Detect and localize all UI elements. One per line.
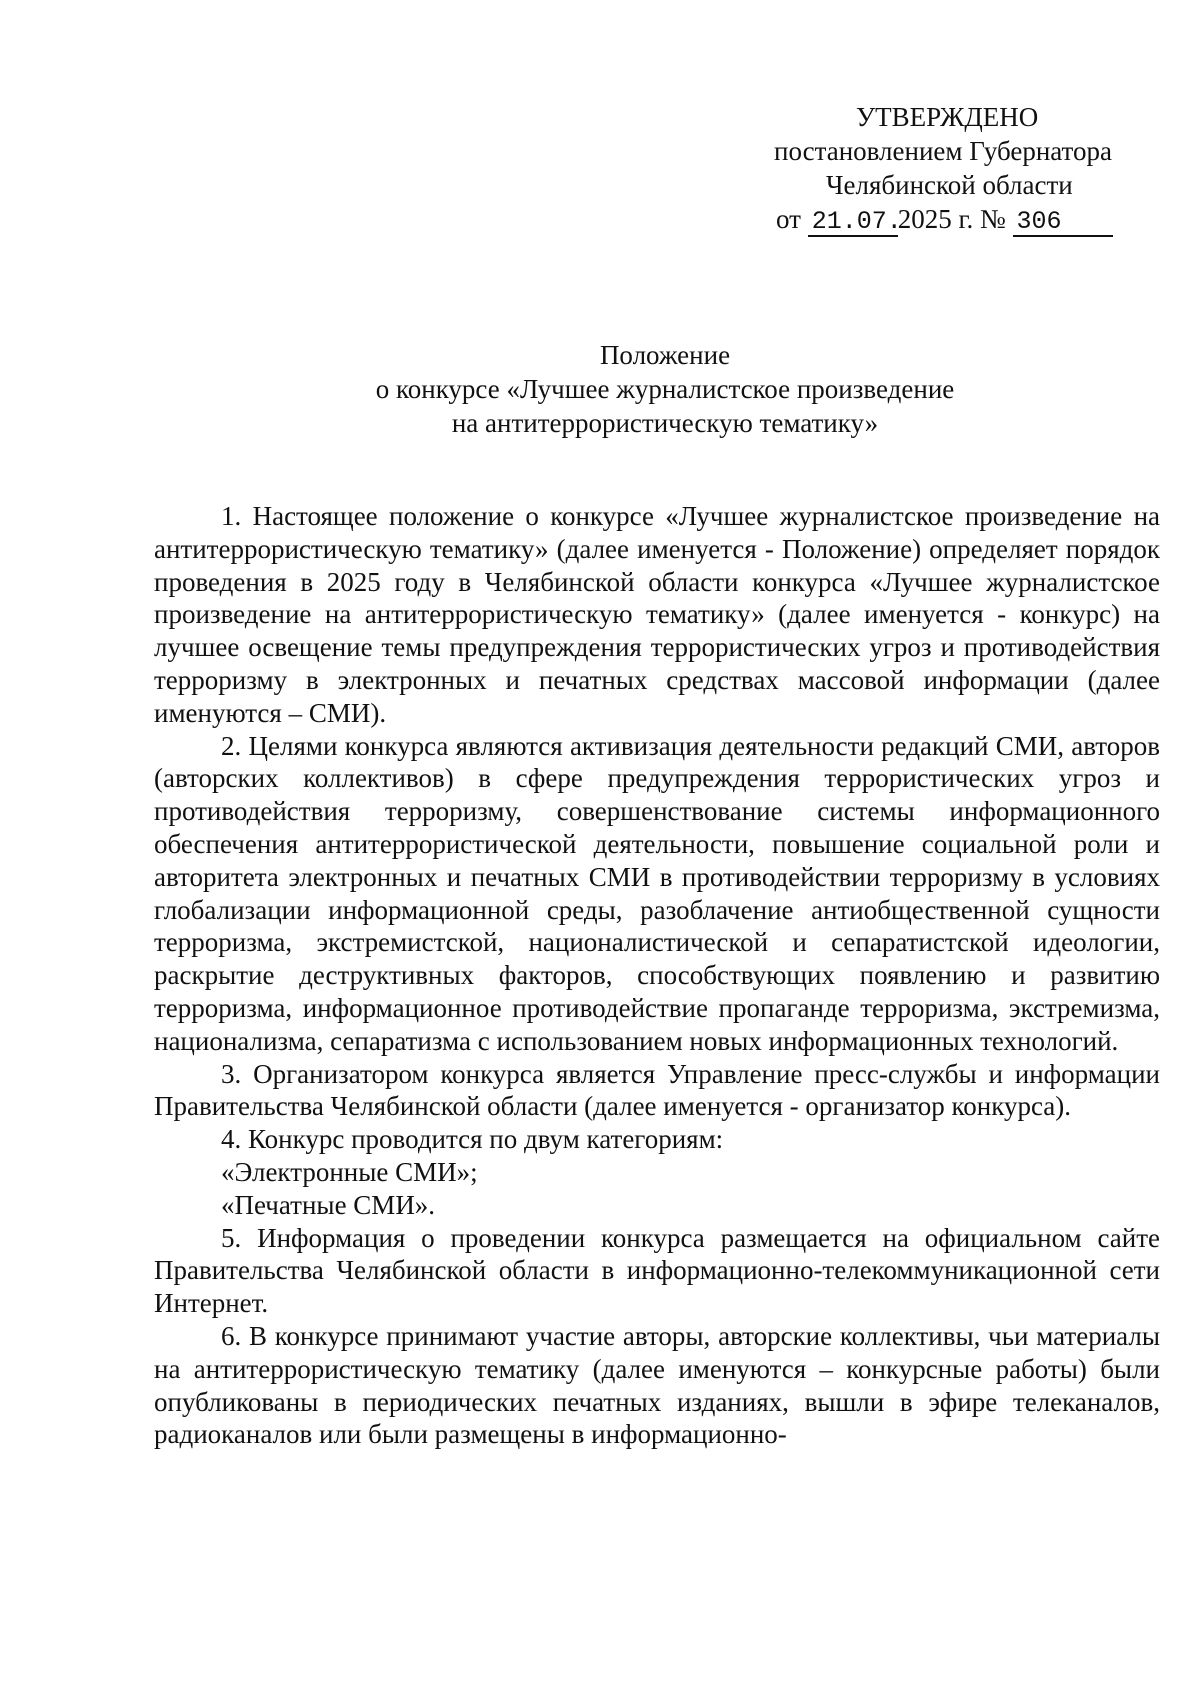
title-line-1: Положение bbox=[599, 340, 731, 370]
title-line-3: на антитеррористическую тематику» bbox=[451, 408, 879, 438]
date-year-label: 2025 г. № bbox=[897, 204, 1006, 234]
approval-decree-line: постановлением Губернатора bbox=[774, 136, 1112, 166]
approved-stamp-text: УТВЕРЖДЕНО bbox=[856, 102, 1039, 132]
paragraph-5: 5. Информация о проведении конкурса размещается на официальном сайте Правительства Челябинской области в информационно-телекоммуникационной сети Интернет. bbox=[154, 1222, 1160, 1319]
paragraph-1: 1. Настоящее положение о конкурсе «Лучшее журналистское произведение на антитеррористическую тематику» (далее именуется - Положение) определяет порядок проведения в 2025 году в Челябинской области конкурса «Лучшее журналистское произведение на антитеррористическую тематику» (далее именуется - конкурс) на лучшее освещение темы предупреждения террористических угроз и противодействия терроризму в электронных и печатных средствах массовой информации (далее именуются – СМИ). bbox=[154, 501, 1160, 728]
document-body bbox=[154, 500, 1160, 1451]
paragraph-4: 4. Конкурс проводится по двум категориям: bbox=[221, 1124, 724, 1155]
document-title bbox=[150, 338, 1180, 440]
paragraph-3: 3. Организатором конкурса является Управление пресс-службы и информации Правительства Челябинской области (далее именуется - организатор конкурса). bbox=[154, 1058, 1160, 1122]
category-electronic-media: «Электронные СМИ»; bbox=[221, 1156, 478, 1187]
handwritten-date: 21.07. bbox=[808, 209, 898, 237]
paragraph-2: 2. Целями конкурса являются активизация деятельности редакций СМИ, авторов (авторских коллективов) в сфере предупреждения террористических угроз и противодействия терроризму, совершенствование системы информационного обеспечения антитеррористической деятельности, повышение социальной роли и авторитета электронных и печатных СМИ в противодействии терроризму в условиях глобализации информационной среды, разоблачение антиобщественной сущности терроризма, экстремистской, националистической и сепаратистской идеологии, раскрытие деструктивных факторов, способствующих появлению и развитию терроризма, информационное противодействие пропаганде терроризма, экстремизма, национализма, сепаратизма с использованием новых информационных технологий. bbox=[154, 730, 1160, 1056]
approval-region-line: Челябинской области bbox=[826, 170, 1073, 200]
category-print-media: «Печатные СМИ». bbox=[221, 1189, 436, 1220]
from-label: от bbox=[776, 204, 801, 234]
approval-date-number-line bbox=[760, 202, 1160, 237]
paragraph-6: 6. В конкурсе принимают участие авторы, авторские коллективы, чьи материалы на антитеррористическую тематику (далее именуются – конкурсные работы) были опубликованы в периодических печатных изданиях, вышли в эфире телеканалов, радиоканалов или были размещены в информационно- bbox=[154, 1320, 1160, 1450]
approval-block bbox=[760, 100, 1160, 237]
title-line-2: о конкурсе «Лучшее журналистское произведение bbox=[375, 374, 955, 404]
handwritten-number: 306 bbox=[1013, 209, 1113, 237]
